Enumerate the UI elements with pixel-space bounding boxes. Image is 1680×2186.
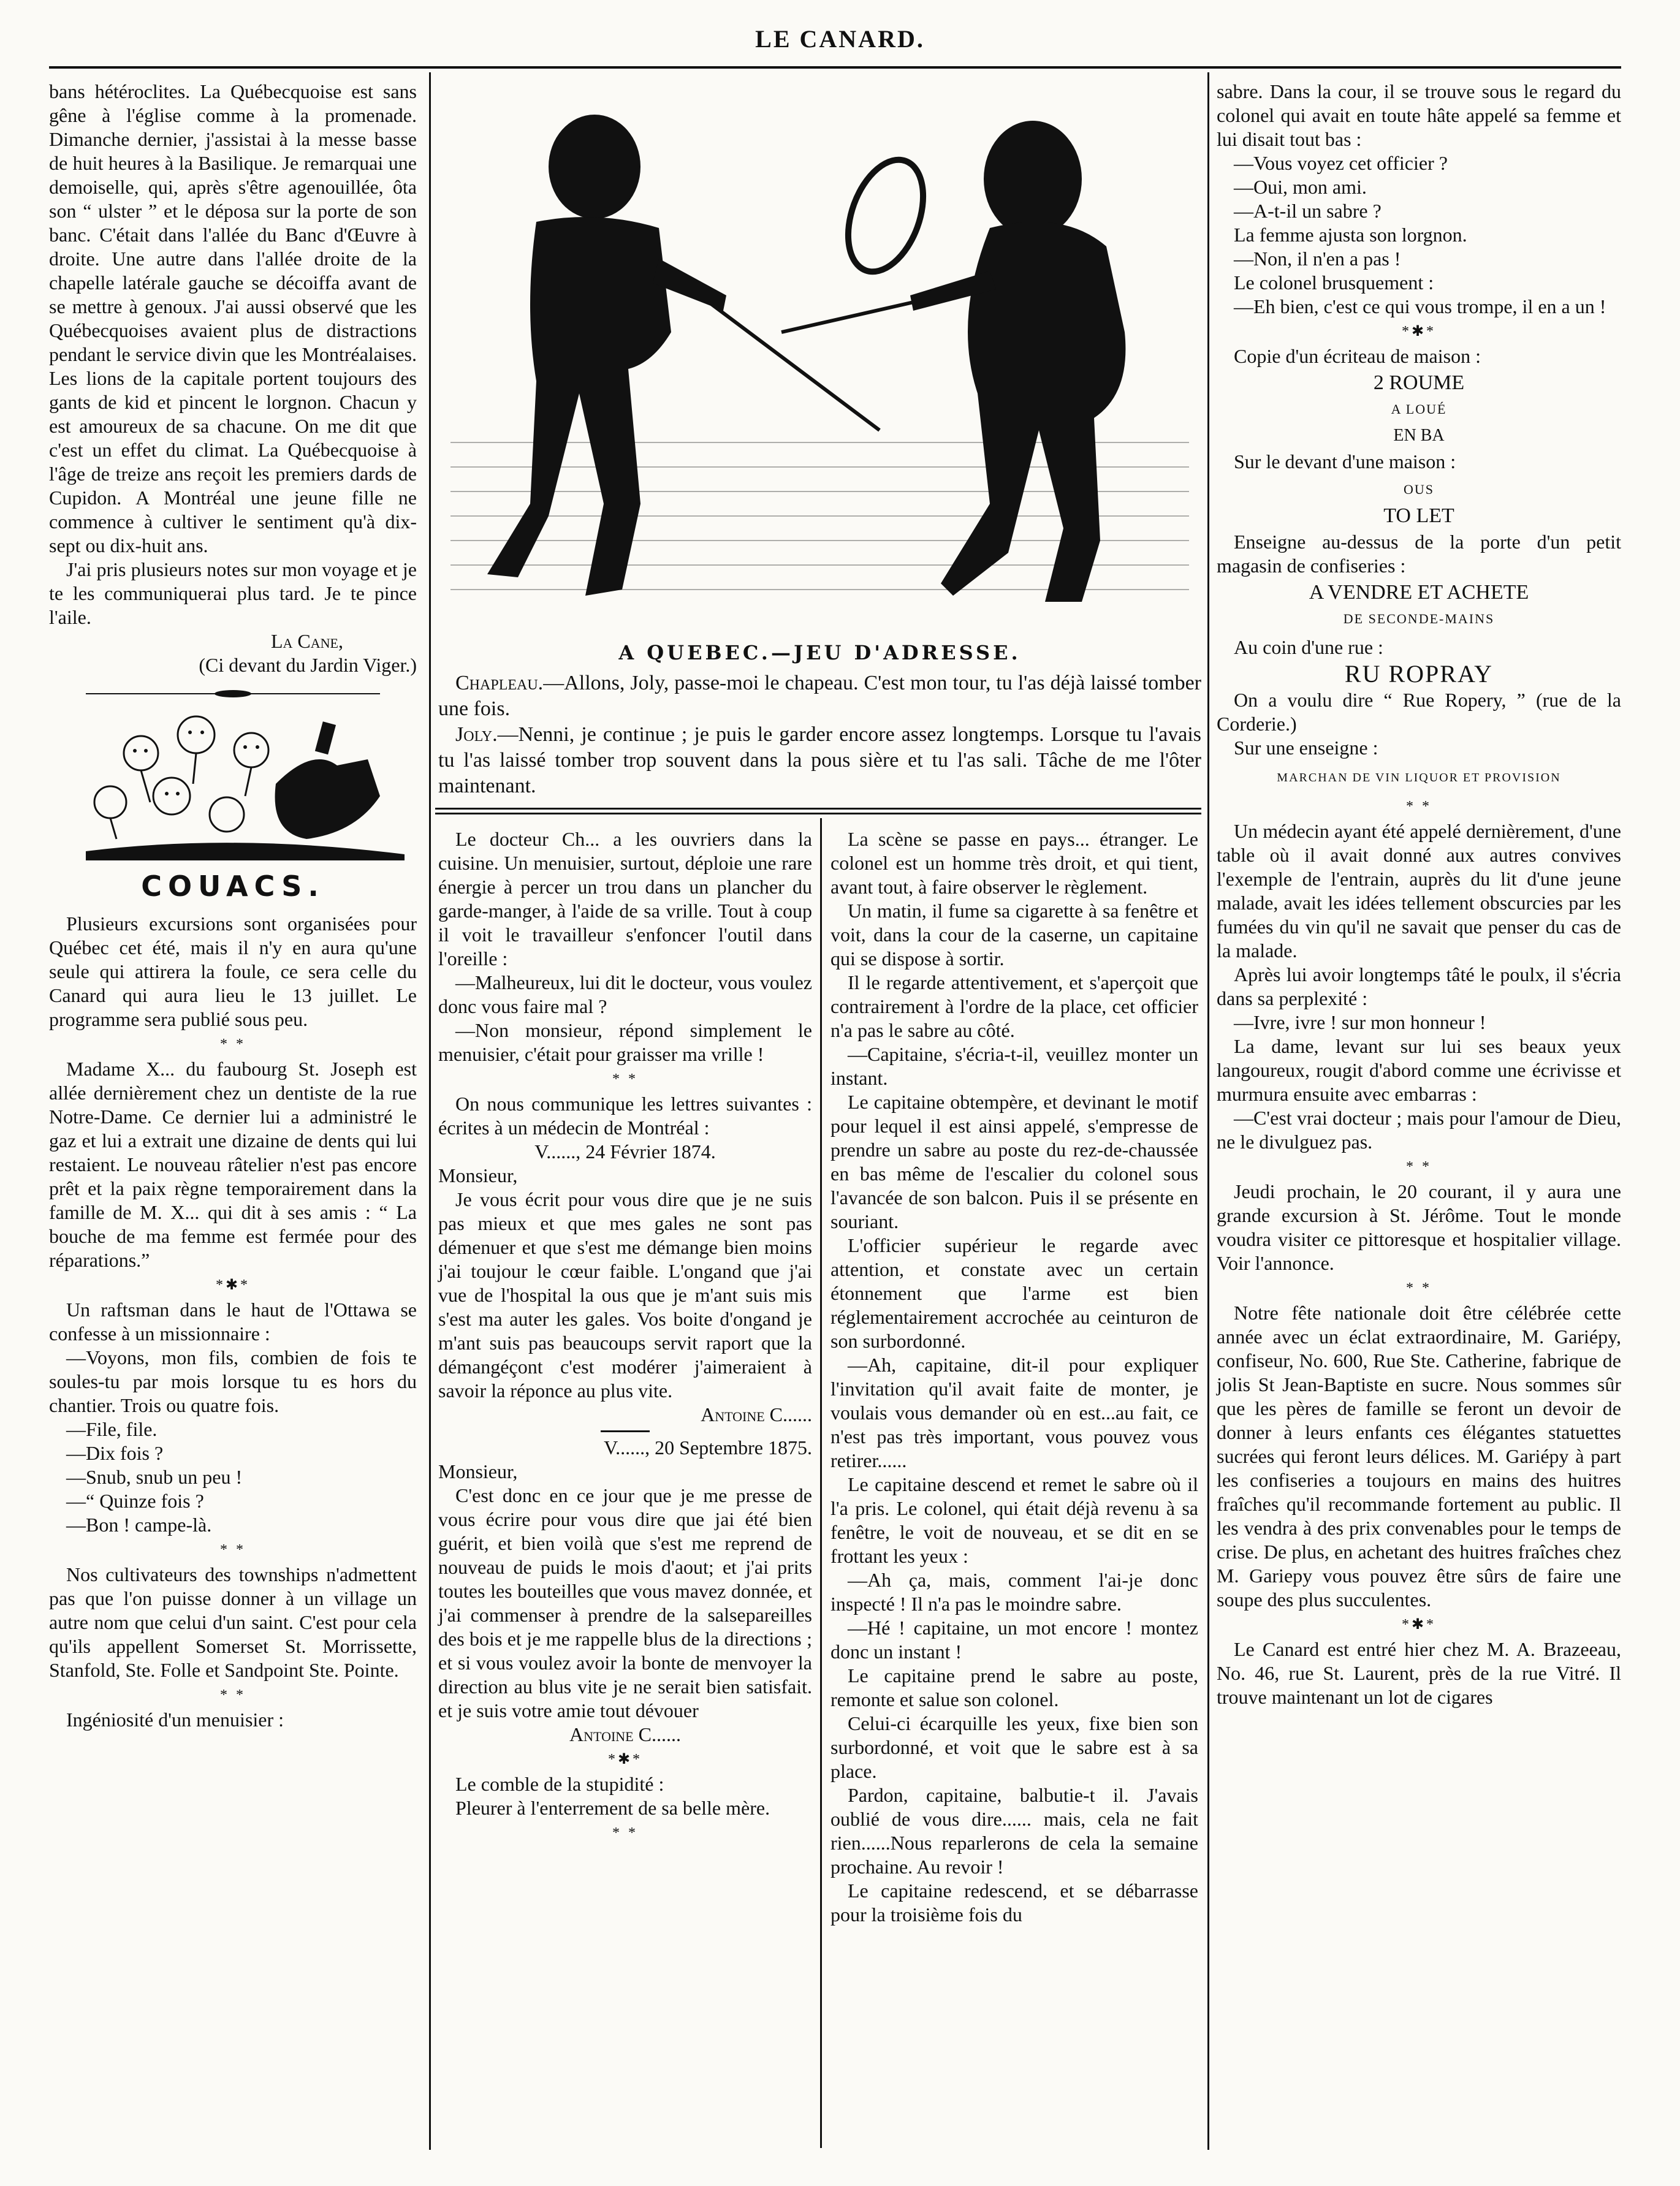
col1-dialog-4: —Snub, snub un peu ! — [66, 1466, 243, 1488]
col4-para-14: Notre fête nationale doit être célébrée cette année avec un éclat extraordinaire, M. Gariépy, confiseur, No. 600, Rue Ste. Catherine, fabrique de jolis St Jean-Baptiste en sucre. Nous sommes sûr que les pères de famille se feront un devoir de donner à leurs enfants ces élégantes statuettes sucrées qui feront leurs délices. M. Gariépy à part les confiseries a toujours en mains des huitres fraîches qu'il recommande fortement au public. Il les vendra à des prix convenables pour le temps de crise. De plus, en achetant des huitres fraîches chez M. Gariepy vous pouvez être sûrs de faire une soupe des plus succulentes. — [1217, 1302, 1621, 1611]
col4-para-15: Le Canard est entré hier chez M. A. Brazeeau, No. 46, rue St. Laurent, près de la rue Vitré. Il trouve maintenant un lot de cigares — [1217, 1638, 1621, 1708]
col3-para-3: Il le regarde attentivement, et s'aperçoit que contrairement à l'ordre de la place, cet officier n'a pas le sabre au côté. — [830, 971, 1198, 1041]
col4-para-11: La dame, levant sur lui ses beaux yeux langoureux, rougit d'abord comme une écrivisse et murmura ensuite avec embarras : — [1217, 1035, 1621, 1105]
couacs-illustration — [49, 710, 417, 863]
couacs-heading: COUACS. — [141, 870, 325, 903]
sign-3-line-2: DE SECONDE-MAINS — [1343, 611, 1495, 626]
col4-para-10: —Ivre, ivre ! sur mon honneur ! — [1234, 1011, 1486, 1033]
col2-para-5: Le comble de la stupidité : — [455, 1773, 664, 1795]
sign-1-line-2: A LOUÉ — [1391, 401, 1447, 417]
sign-2-line-1: OUS — [1403, 482, 1434, 497]
asterism: * * — [612, 1071, 638, 1087]
speaker-chapleau: Chapleau. — [455, 672, 544, 694]
col1-signature-note: (Ci devant du Jardin Viger.) — [199, 654, 417, 676]
column-2 — [438, 827, 812, 1846]
col4-dialog-7: —Eh bien, c'est ce qui vous trompe, il en a un ! — [1234, 295, 1606, 317]
letter-2-body: C'est donc en ce jour que je me presse de vous écrire pour vous dire que jai été bien guérit, et bien voilà que s'est me reprend de nouveau de puids le mois d'aout; et j'ai prits toutes les bouteilles que vous mavez donnée, et j'ai commenser à prendre de la salsepareilles des bois et je me rappelle blus de la directions ; et si vous voulez avoir la bonte de menvoyer la direction au blus vite je ne serait bien satisfait. et je suis votre amie tout dévouer — [438, 1484, 812, 1721]
illustration-title: A QUEBEC.—JEU D'ADRESSE. — [618, 641, 1021, 664]
top-rule — [49, 66, 1621, 69]
col3-para-10: —Hé ! capitaine, un mot encore ! montez donc un instant ! — [830, 1617, 1198, 1663]
letter-1-signature: Antoine C...... — [701, 1403, 812, 1425]
speaker-joly: Joly. — [455, 723, 498, 746]
col2-para-6: Pleurer à l'enterrement de sa belle mère. — [455, 1797, 770, 1819]
column-rule-3 — [820, 818, 822, 2148]
col4-dialog-4: La femme ajusta son lorgnon. — [1234, 224, 1467, 246]
ornament-divider — [49, 685, 417, 703]
chapleau-line: —Allons, Joly, passe-moi le chapeau. C'est mon tour, tu l'as déjà laissé tomber une fois. — [438, 672, 1201, 720]
asterism: * * — [1406, 799, 1432, 814]
sign-5: MARCHAN DE VIN LIQUOR ET PROVISION — [1277, 771, 1561, 784]
letter-2-salutation: Monsieur, — [438, 1460, 518, 1482]
col1-signature: La Cane, — [271, 630, 343, 652]
col4-dialog-6: Le colonel brusquement : — [1234, 271, 1434, 294]
col1-dialog-1: —Voyons, mon fils, combien de fois te soules-tu par mois lorsque tu es hors du chantier. Trois ou quatre fois. — [49, 1346, 417, 1416]
column-3 — [830, 827, 1198, 1927]
col4-para-6: On a voulu dire “ Rue Ropery, ” (rue de la Corderie.) — [1217, 689, 1621, 735]
joly-line: —Nenni, je continue ; je puis le garder encore assez longtemps. Lorsque tu l'avais tu l'as laissé tomber trop souvent dans la pous sière et tu l'as sali. Tâche de me l'ôter maintenant. — [438, 723, 1201, 797]
asterism: * * — [220, 1542, 246, 1558]
col4-para-4: Enseigne au-dessus de la porte d'un petit magasin de confiseries : — [1217, 531, 1621, 577]
illustration-block — [438, 75, 1201, 799]
asterism: *✱* — [607, 1751, 643, 1767]
col4-dialog-1: —Vous voyez cet officier ? — [1234, 152, 1448, 174]
sign-1-line-3: EN BA — [1393, 426, 1445, 445]
asterism: * * — [220, 1687, 246, 1703]
column-4 — [1217, 80, 1621, 1709]
col3-para-7: —Ah, capitaine, dit-il pour expliquer l'invitation qu'il avait faite de monter, je voulais vous demander où en est...au fait, ce n'est pas très important, vous pouvez vous retirer...... — [830, 1354, 1198, 1471]
asterism: * * — [612, 1825, 638, 1841]
letter-2-signature: Antoine C...... — [569, 1723, 681, 1745]
col4-para-9: Après lui avoir longtemps tâté le poulx, il s'écria dans sa perplexité : — [1217, 963, 1621, 1009]
col1-dialog-5: —“ Quinze fois ? — [66, 1490, 204, 1512]
asterism: *✱* — [1401, 1617, 1437, 1633]
col4-dialog-3: —A-t-il un sabre ? — [1234, 200, 1382, 222]
asterism: * * — [220, 1036, 246, 1052]
asterism: *✱* — [215, 1277, 251, 1293]
col2-para-3: —Non monsieur, répond simplement le menuisier, c'était pour graisser ma vrille ! — [438, 1019, 812, 1065]
col3-para-5: Le capitaine obtempère, et devinant le motif pour lequel il est ainsi appelé, s'empresse de prendre un sabre au poste du rez-de-chaussée en bas même de l'escalier du colonel sous l'avancée de son balcon. Puis il se présente en souriant. — [830, 1091, 1198, 1232]
column-rule-1 — [429, 72, 431, 2150]
col4-para-3: Sur le devant d'une maison : — [1234, 450, 1456, 472]
asterism: *✱* — [1401, 324, 1437, 340]
illustration-rule-a — [435, 808, 1201, 810]
col3-para-12: Celui-ci écarquille les yeux, fixe bien son surbordonné, et voit que le sabre est à sa place. — [830, 1712, 1198, 1782]
col1-para-3: Plusieurs excursions sont organisées pour Québec cet été, mais il n'y en aura qu'une seule qui attirera la foule, ce sera celle du Canard qui aura lieu le 13 juillet. Le programme sera publié sous peu. — [49, 913, 417, 1030]
col3-para-9: —Ah ça, mais, comment l'ai-je donc inspecté ! Il n'a pas le moindre sabre. — [830, 1569, 1198, 1615]
col1-para-6: Nos cultivateurs des townships n'admettent pas que l'on puisse donner à un village un autre nom que celui d'un saint. C'est pour cela qu'ils appellent Somerset St. Morrissette, Stanfold, Ste. Folle et Sandpoint Ste. Pointe. — [49, 1563, 417, 1681]
asterism: * * — [1406, 1280, 1432, 1296]
sign-3-line-1: A VENDRE ET ACHETE — [1309, 581, 1529, 604]
col3-para-11: Le capitaine prend le sabre au poste, remonte et salue son colonel. — [830, 1664, 1198, 1710]
col4-para-12: —C'est vrai docteur ; mais pour l'amour de Dieu, ne le divulguez pas. — [1217, 1107, 1621, 1153]
asterism: * * — [1406, 1159, 1432, 1175]
column-1 — [49, 80, 417, 1732]
illustration-cutline — [438, 670, 1201, 799]
col1-para-4: Madame X... du faubourg St. Joseph est allée dernièrement chez un dentiste de la rue Notre-Dame. Ce dernier lui a administré le gaz et lui a extrait une dizaine de dents qui lui restaient. Le nouveau râtelier n'est pas encore prêt et la paix règne temporairement dans la famille de M. X... qui dit à ses amis : “ La bouche de ma femme est fermée pour des réparations.” — [49, 1058, 417, 1271]
column-rule-2 — [1207, 72, 1209, 2150]
col1-para-1: bans hétéroclites. La Québecquoise est sans gêne à l'église comme à la promenade. Dimanche dernier, j'assistai à la messe basse de huit heures à la Basilique. Je remarquai une demoiselle, qui, après s'être agenouillée, ôta son “ ulster ” et le déposa sur la porte de son banc. C'était dans l'allée du Banc d'Œuvre à droite. Une autre dans l'allée droite de la chapelle latérale gauche se décoiffa avant de se mettre à genoux. J'ai aussi observé que les Québecquoises avaient plus de distractions pendant le service divin que les Montréalaises. Les lions de la capitale portent toujours des gants de kid et pincent le lorgnon. Chacun y est amoureux de sa chacune. On me dit que c'est un effet du climat. La Québecquoise à l'âge de treize ans reçoit les premiers dards de Cupidon. A Montréal une jeune fille ne commence à cultiver le sentiment qu'à dix-sept ou dix-huit ans. — [49, 80, 417, 556]
letter-2-date: V......, 20 Septembre 1875. — [604, 1436, 812, 1459]
sign-1-line-1: 2 ROUME — [1373, 371, 1465, 394]
col4-para-8: Un médecin ayant été appelé dernièrement, d'une table où il avait donné aux autres convives l'exemple de l'entrain, auprès du lit d'une jeune malade, avait les idées tellement obscurcies par les fumées du vin qu'il ne savait que penser du cas de la malade. — [1217, 820, 1621, 962]
col3-para-14: Le capitaine redescend, et se débarrasse pour la troisième fois du — [830, 1880, 1198, 1926]
letter-1-salutation: Monsieur, — [438, 1164, 518, 1186]
col1-dialog-3: —Dix fois ? — [66, 1442, 164, 1464]
sign-2-line-2: TO LET — [1383, 504, 1454, 527]
col3-para-1: La scène se passe en pays... étranger. Le colonel est un homme très droit, et qui tient, avant tout, à faire observer le règlement. — [830, 828, 1198, 898]
col4-para-1: sabre. Dans la cour, il se trouve sous le regard du colonel qui avait en toute hâte appelé sa femme et lui disait tout bas : — [1217, 80, 1621, 150]
col4-para-7: Sur une enseigne : — [1234, 737, 1378, 759]
col4-para-13: Jeudi prochain, le 20 courant, il y aura une grande excursion à St. Jérôme. Tout le monde voudra visiter ce pittoresque et hospitalier village. Voir l'annonce. — [1217, 1180, 1621, 1274]
illustration-rule-b — [435, 813, 1201, 814]
masthead: LE CANARD. — [755, 25, 925, 53]
letter-divider — [601, 1430, 650, 1432]
col2-para-2: —Malheureux, lui dit le docteur, vous voulez donc vous faire mal ? — [438, 971, 812, 1017]
col4-para-2: Copie d'un écriteau de maison : — [1234, 345, 1481, 367]
col3-para-6: L'officier supérieur le regarde avec attention, et constate avec un certain étonnement que l'arme est bien réglementairement accrochée au ceinturon de son surbordonné. — [830, 1234, 1198, 1352]
col1-para-7: Ingéniosité d'un menuisier : — [66, 1709, 284, 1731]
letter-1-body: Je vous écrit pour vous dire que je ne suis pas mieux et que mes gales ne sont pas démenuer et que s'est me démange bien moins j'ai toujour le cœur faible. L'ongand que j'ai vue de l'hospital la ous que je m'ant suis mis s'est ma auter les gales. Vos boite d'ongand je m'ant suis pas beaucoups servit raport que la démangéçont c'est modérer j'aimeraient à savoir la réponce au plus vite. — [438, 1188, 812, 1402]
col1-dialog-2: —File, file. — [66, 1418, 158, 1440]
col3-para-2: Un matin, il fume sa cigarette à sa fenêtre et voit, dans la cour de la caserne, un capitaine qui se dispose à sortir. — [830, 900, 1198, 970]
col1-para-2: J'ai pris plusieurs notes sur mon voyage et je te les communiquerai plus tard. Je te pince l'aile. — [49, 558, 417, 628]
fencing-illustration — [438, 75, 1201, 626]
col3-para-4: —Capitaine, s'écria-t-il, veuillez monter un instant. — [830, 1043, 1198, 1089]
sign-4: RU ROPRAY — [1344, 660, 1494, 688]
col3-para-8: Le capitaine descend et remet le sabre où il l'a pris. Le colonel, qui était déjà revenu à sa fenêtre, le voit de nouveau, et se dit en se frottant les yeux : — [830, 1473, 1198, 1567]
col3-para-13: Pardon, capitaine, balbutie-t il. J'avais oublié de vous dire...... mais, cela ne fait rien......Nous reparlerons de cela la semaine prochaine. Au revoir ! — [830, 1784, 1198, 1878]
col1-para-5: Un raftsman dans le haut de l'Ottawa se confesse à un missionnaire : — [49, 1299, 417, 1345]
col4-dialog-5: —Non, il n'en a pas ! — [1234, 248, 1401, 270]
col4-dialog-2: —Oui, mon ami. — [1234, 176, 1367, 198]
col1-dialog-6: —Bon ! campe-là. — [66, 1514, 212, 1536]
col2-para-1: Le docteur Ch... a les ouvriers dans la cuisine. Un menuisier, surtout, déploie une rare énergie à percer un trou dans un plancher du garde-manger, à l'aide de sa vrille. Tout à coup il voit le travailleur s'enfoncer l'outil dans l'oreille : — [438, 828, 812, 970]
col2-para-4: On nous communique les lettres suivantes : écrites à un médecin de Montréal : — [438, 1093, 812, 1139]
letter-1-date: V......, 24 Février 1874. — [534, 1140, 716, 1163]
col4-para-5: Au coin d'une rue : — [1234, 636, 1383, 658]
